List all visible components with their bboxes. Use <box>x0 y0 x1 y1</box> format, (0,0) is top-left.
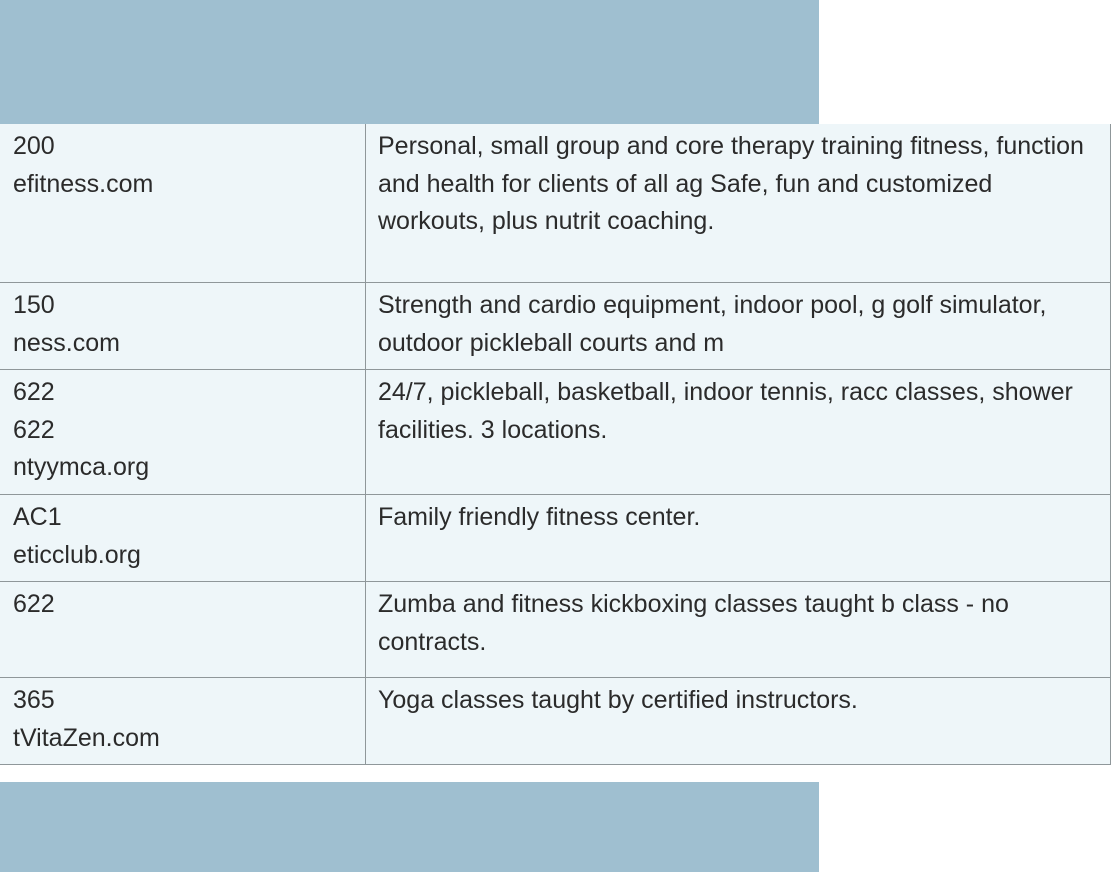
description-cell: Yoga classes taught by certified instructors. <box>366 678 1111 765</box>
contact-cell: 200 efitness.com <box>0 124 366 283</box>
table-row <box>0 582 1111 678</box>
table-row <box>0 124 1111 283</box>
contact-cell: 622 <box>0 582 366 678</box>
contact-cell: 622 622 ntyymca.org <box>0 370 366 495</box>
description-cell: Personal, small group and core therapy training fitness, function and health for clients of all ag Safe, fun and customized workouts, plus nutrit coaching. <box>366 124 1111 283</box>
contact-cell: AC1 eticclub.org <box>0 495 366 582</box>
description-cell: Strength and cardio equipment, indoor pool, g golf simulator, outdoor pickleball courts and m <box>366 283 1111 370</box>
table-row <box>0 370 1111 495</box>
description-cell: Family friendly fitness center. <box>366 495 1111 582</box>
table-row <box>0 678 1111 765</box>
contact-cell: 150 ness.com <box>0 283 366 370</box>
fitness-table <box>0 124 1111 765</box>
contact-cell: 365 tVitaZen.com <box>0 678 366 765</box>
fitness-table-viewport <box>0 124 1084 766</box>
description-cell: 24/7, pickleball, basketball, indoor tennis, racc classes, shower facilities. 3 locations. <box>366 370 1111 495</box>
description-cell: Zumba and fitness kickboxing classes taught b class - no contracts. <box>366 582 1111 678</box>
footer-band <box>0 782 819 872</box>
table-row <box>0 283 1111 370</box>
header-band <box>0 0 819 124</box>
table-row <box>0 495 1111 582</box>
